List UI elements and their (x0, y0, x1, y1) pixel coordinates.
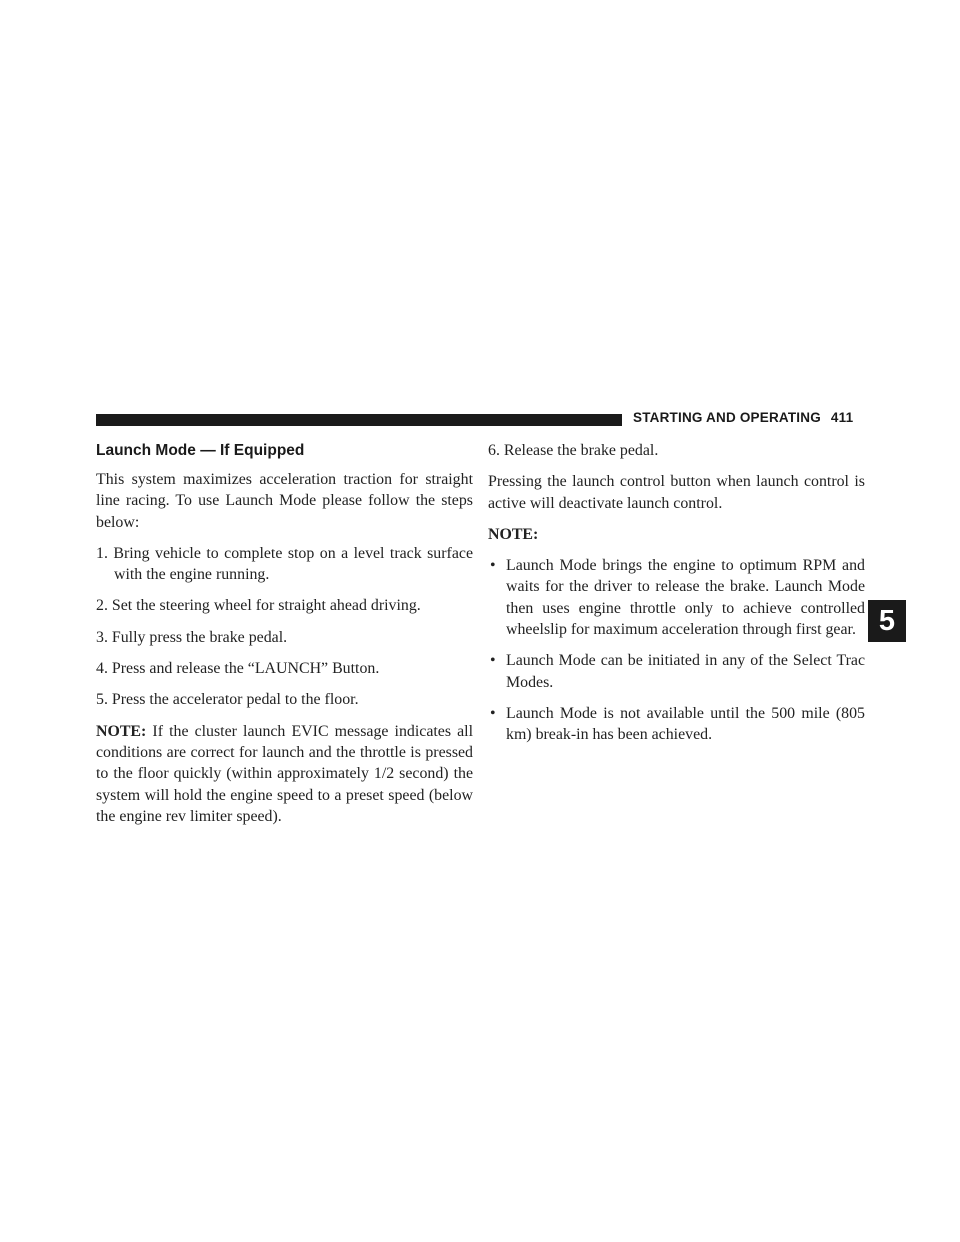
bullet-icon: • (490, 652, 496, 670)
note-bullet-list (488, 555, 865, 745)
bullet-icon: • (490, 704, 496, 722)
step-item: 3. Fully press the brake pedal. (96, 628, 288, 646)
chapter-tab: 5 (868, 600, 906, 642)
list-item (488, 650, 865, 693)
intro-paragraph: This system maximizes acceleration traction for straight line racing. To use Launch Mode please follow the steps below: (96, 471, 473, 531)
note-paragraph (96, 721, 473, 827)
section-title: STARTING AND OPERATING (633, 410, 821, 425)
page-number: 411 (830, 410, 854, 425)
bullet-text: Launch Mode is not available until the 500 mile (805 km) break-in has been achieved. (506, 704, 865, 744)
note-text: If the cluster launch EVIC message indicates all conditions are correct for launch and the throttle is pressed to the floor quickly (within approximately 1/2 second) the system will hold the engine speed to a preset speed (below the engine rev limiter speed). (96, 722, 473, 825)
step-item: 6. Release the brake pedal. (488, 442, 659, 459)
step-item: 1. Bring vehicle to complete stop on a level track surface with the engine running. (96, 544, 473, 584)
step-item: 4. Press and release the “LAUNCH” Button. (96, 660, 380, 678)
step-item: 5. Press the accelerator pedal to the floor. (96, 691, 359, 709)
left-column (96, 440, 473, 837)
bullet-icon: • (490, 557, 496, 575)
list-item (488, 555, 865, 640)
note-heading: NOTE: (488, 525, 539, 543)
section-heading: Launch Mode — If Equipped (96, 442, 305, 459)
bullet-text: Launch Mode brings the engine to optimum RPM and waits for the driver to release the brake. Launch Mode then uses engine throttle only to achieve controlled wheelslip for maximum acceleration through first gear. (506, 557, 865, 639)
right-column (488, 440, 865, 756)
bullet-text: Launch Mode can be initiated in any of the Select Trac Modes. (506, 652, 865, 691)
note-label: NOTE: (96, 722, 147, 740)
step-item: 2. Set the steering wheel for straight ahead driving. (96, 597, 421, 615)
running-header (633, 410, 853, 425)
deactivate-paragraph: Pressing the launch control button when launch control is active will deactivate launch control. (488, 473, 865, 512)
header-rule (96, 414, 622, 426)
list-item (488, 703, 865, 746)
